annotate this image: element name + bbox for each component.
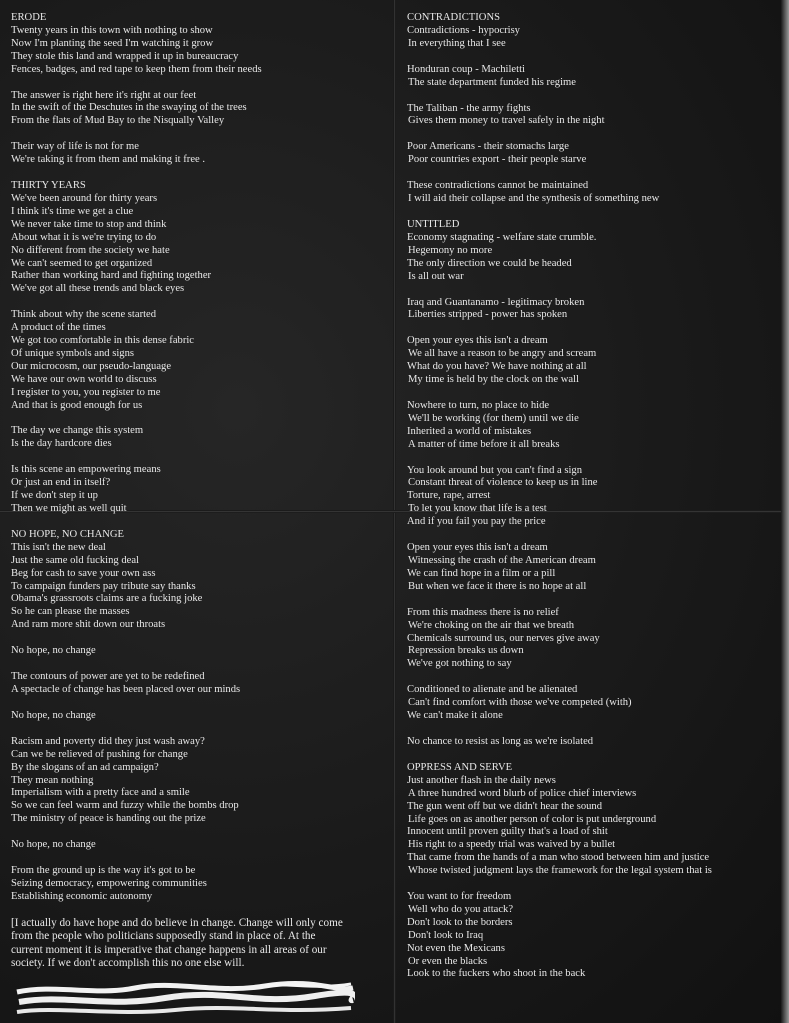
lyric-line: No hope, no change <box>11 645 96 657</box>
stanza <box>407 607 779 672</box>
lyric-line: They mean nothing <box>11 774 94 786</box>
lyric-line: Is all out war <box>408 270 464 282</box>
lyric-line: Can't find comfort with those we've competed (with) <box>408 697 632 709</box>
stanza <box>407 465 779 530</box>
song-title: CONTRADICTIONS <box>407 12 500 23</box>
lyric-line: Look to the fuckers who shoot in the back <box>407 968 586 980</box>
lyric-line: That came from the hands of a man who stood between him and justice <box>407 852 710 864</box>
lyric-line: Economy stagnating - welfare state crumble. <box>407 231 597 243</box>
stanza <box>11 671 386 697</box>
lyric-line: To let you know that life is a test <box>408 503 547 515</box>
lyric-line: This isn't the new deal <box>11 541 106 553</box>
lyric-line: Open your eyes this isn't a dream <box>407 542 548 554</box>
lyric-line: Fences, badges, and red tape to keep them from their needs <box>11 63 262 75</box>
lyric-line: They stole this land and wrapped it up in bureaucracy <box>11 50 239 62</box>
lyric-line: Nowhere to turn, no place to hide <box>407 399 550 411</box>
stanza <box>11 309 386 412</box>
lyric-line: Or even the blacks <box>408 955 488 967</box>
lyric-line: A product of the times <box>11 322 106 334</box>
stanza <box>11 425 386 451</box>
lyric-line: Poor Americans - their stomachs large <box>407 141 569 153</box>
lyric-line: We'll be working (for them) until we die <box>408 412 579 424</box>
song-title: NO HOPE, NO CHANGE <box>11 528 124 540</box>
lyric-line: Gives them money to travel safely in the night <box>408 115 605 127</box>
song-title: ERODE <box>11 12 47 23</box>
lyric-line: No hope, no change <box>11 839 96 851</box>
note-line: [I actually do have hope and do believe in change. Change will only come <box>11 916 343 929</box>
lyric-line: To campaign funders pay tribute say thanks <box>11 580 196 592</box>
lyric-line: Whose twisted judgment lays the framework for the legal system that is <box>408 865 712 877</box>
stanza <box>407 25 779 51</box>
stanza <box>407 542 779 594</box>
lyric-line: Racism and poverty did they just wash away? <box>11 735 205 747</box>
stanza <box>11 141 386 167</box>
lyric-line: We never take time to stop and think <box>11 218 167 230</box>
lyric-line: But when we face it there is no hope at all <box>408 580 587 592</box>
lyric-line: In the swift of the Deschutes in the swaying of the trees <box>11 102 247 114</box>
lyric-line: Repression breaks us down <box>408 645 524 657</box>
lyric-line: Beg for cash to save your own ass <box>11 567 156 579</box>
lyric-line: We can't make it alone <box>407 710 503 722</box>
stanza <box>11 542 386 632</box>
song-title: UNTITLED <box>407 218 460 230</box>
lyric-line: Just the same old fucking deal <box>11 554 139 566</box>
lyric-line: The only direction we could be headed <box>407 257 572 269</box>
stanza <box>407 232 779 284</box>
lyric-line: So we can feel warm and fuzzy while the bombs drop <box>11 800 239 812</box>
lyric-line: Their way of life is not for me <box>11 141 139 153</box>
stanza <box>11 90 386 129</box>
lyric-line: Can we be relieved of pushing for change <box>11 748 188 760</box>
stanza <box>407 891 779 981</box>
lyric-line: Honduran coup - Machiletti <box>407 63 525 75</box>
lyric-line: In everything that I see <box>408 37 506 49</box>
song-title: THIRTY YEARS <box>11 180 86 192</box>
note-line: current moment it is imperative that change happens in all areas of our <box>11 943 327 956</box>
stanza <box>11 839 386 852</box>
lyric-line: Life goes on as another person of color is put underground <box>408 813 657 825</box>
lyric-line: And that is good enough for us <box>11 399 143 411</box>
lyric-line: The answer is right here it's right at our feet <box>11 89 197 101</box>
lyric-line: Liberties stripped - power has spoken <box>408 309 568 321</box>
lyric-line: The Taliban - the army fights <box>407 102 531 114</box>
stanza <box>407 775 779 878</box>
lyric-line: No hope, no change <box>11 709 96 721</box>
left-column <box>11 12 386 984</box>
lyric-line: Obama's grassroots claims are a fucking joke <box>11 593 203 605</box>
lyric-line: From the flats of Mud Bay to the Nisqually Valley <box>11 115 225 127</box>
lyric-line: Seizing democracy, empowering communities <box>11 877 207 889</box>
lyric-line: No different from the society we hate <box>11 244 170 256</box>
stanza <box>407 103 779 129</box>
lyric-line: Witnessing the crash of the American dream <box>408 555 596 566</box>
lyric-line: Hegemony no more <box>408 244 493 256</box>
paper-edge <box>781 0 789 1023</box>
lyric-line: Just another flash in the daily news <box>407 774 556 786</box>
lyric-line: A three hundred word blurb of police chief interviews <box>408 787 637 799</box>
lyric-line: Imperialism with a pretty face and a smile <box>11 787 190 799</box>
stanza <box>11 710 386 723</box>
lyric-line: We're taking it from them and making it free . <box>11 154 206 166</box>
lyric-line: Innocent until proven guilty that's a load of shit <box>407 826 608 838</box>
lyric-line: About what it is we're trying to do <box>11 231 157 243</box>
lyric-line: So he can please the masses <box>11 606 130 618</box>
lyric-line: The ministry of peace is handing out the prize <box>11 813 206 825</box>
lyric-line: Establishing economic autonomy <box>11 890 153 902</box>
song-title: OPPRESS AND SERVE <box>407 761 513 773</box>
stanza <box>407 64 779 90</box>
lyric-line: Think about why the scene started <box>11 309 157 321</box>
lyric-line: And if you fail you pay the price <box>407 516 546 528</box>
lyric-line: The state department funded his regime <box>408 76 576 88</box>
stanza <box>407 180 779 206</box>
lyric-line: Is this scene an empowering means <box>11 464 161 476</box>
stanza <box>407 684 779 723</box>
stanza <box>11 865 386 904</box>
lyric-line: From this madness there is no relief <box>407 606 559 618</box>
lyric-line: Twenty years in this town with nothing to show <box>11 24 213 36</box>
author-note <box>11 917 386 971</box>
note-line: society. If we don't accomplish this no one else will. <box>11 957 245 970</box>
lyric-line: Of unique symbols and signs <box>11 347 135 359</box>
lyric-line: Chemicals surround us, our nerves give away <box>407 632 600 644</box>
lyric-line: We can't seemed to get organized <box>11 257 153 269</box>
lyric-line: By the slogans of an ad campaign? <box>11 761 159 773</box>
right-column <box>407 12 779 994</box>
stanza <box>11 736 386 826</box>
lyric-line: Is the day hardcore dies <box>11 438 112 450</box>
lyric-line: Inherited a world of mistakes <box>407 425 532 437</box>
lyric-line: Don't look to the borders <box>407 916 513 928</box>
note-line: from the people who politicians supposedly stand in place of. At the <box>11 930 316 943</box>
lyric-line: The gun went off but we didn't hear the sound <box>407 800 603 812</box>
lyric-line: His right to a speedy trial was waived by a bullet <box>408 839 616 851</box>
lyric-line: You want to for freedom <box>407 891 512 903</box>
lyric-line: Conditioned to alienate and be alienated <box>407 684 578 696</box>
lyric-line: A spectacle of change has been placed over our minds <box>11 683 241 695</box>
lyric-line: These contradictions cannot be maintained <box>407 180 589 192</box>
lyric-line: I will aid their collapse and the synthesis of something new <box>408 193 660 205</box>
lyric-line: A matter of time before it all breaks <box>408 438 560 450</box>
lyric-line: I think it's time we get a clue <box>11 205 134 217</box>
stanza <box>407 335 779 387</box>
lyric-line: If we don't step it up <box>11 490 98 502</box>
lyric-line: My time is held by the clock on the wall <box>408 374 579 386</box>
lyric-line: Rather than working hard and fighting together <box>11 270 212 282</box>
lyric-line: We all have a reason to be angry and scream <box>408 348 597 360</box>
lyric-line: Iraq and Guantanamo - legitimacy broken <box>407 296 585 308</box>
lyric-line: We're choking on the air that we breath <box>408 619 575 631</box>
stanza <box>407 736 779 749</box>
lyric-line: I register to you, you register to me <box>11 386 161 398</box>
stanza <box>11 193 386 296</box>
lyric-line: And ram more shit down our throats <box>11 619 166 631</box>
lyric-line: Open your eyes this isn't a dream <box>407 335 548 347</box>
lyric-line: We have our own world to discuss <box>11 373 157 385</box>
stanza <box>11 25 386 77</box>
lyric-line: Contradictions - hypocrisy <box>407 24 520 36</box>
stanza <box>407 400 779 452</box>
lyric-line: We've got nothing to say <box>407 658 512 670</box>
lyric-line: The day we change this system <box>11 425 144 437</box>
lyric-line: From the ground up is the way it's got to be <box>11 865 196 877</box>
stanza <box>11 645 386 658</box>
scribbled-out-text <box>15 980 355 1020</box>
lyric-line: The contours of power are yet to be redefined <box>11 671 205 683</box>
lyric-line: We can find hope in a film or a pill <box>407 567 556 579</box>
lyric-line: Torture, rape, arrest <box>407 490 491 502</box>
lyric-line: Well who do you attack? <box>408 903 514 915</box>
lyric-line: Not even the Mexicans <box>407 942 505 954</box>
lyric-line: Don't look to Iraq <box>408 929 484 941</box>
stanza <box>407 141 779 167</box>
lyric-line: Poor countries export - their people starve <box>408 154 587 166</box>
stanza <box>407 297 779 323</box>
stanza <box>11 464 386 516</box>
lyric-line: What do you have? We have nothing at all <box>407 361 587 373</box>
lyric-line: Or just an end in itself? <box>11 477 111 489</box>
lyric-line: You look around but you can't find a sign <box>407 464 583 476</box>
lyric-line: Our microcosm, our pseudo-language <box>11 360 172 372</box>
lyric-line: Then we might as well quit <box>11 503 127 514</box>
lyric-line: No chance to resist as long as we're isolated <box>407 735 594 747</box>
lyric-line: We've been around for thirty years <box>11 192 158 204</box>
lyric-line: We got too comfortable in this dense fabric <box>11 335 195 347</box>
lyric-line: We've got all these trends and black eyes <box>11 283 185 295</box>
lyric-line: Constant threat of violence to keep us in line <box>408 477 598 489</box>
lyric-line: Now I'm planting the seed I'm watching it grow <box>11 37 214 49</box>
